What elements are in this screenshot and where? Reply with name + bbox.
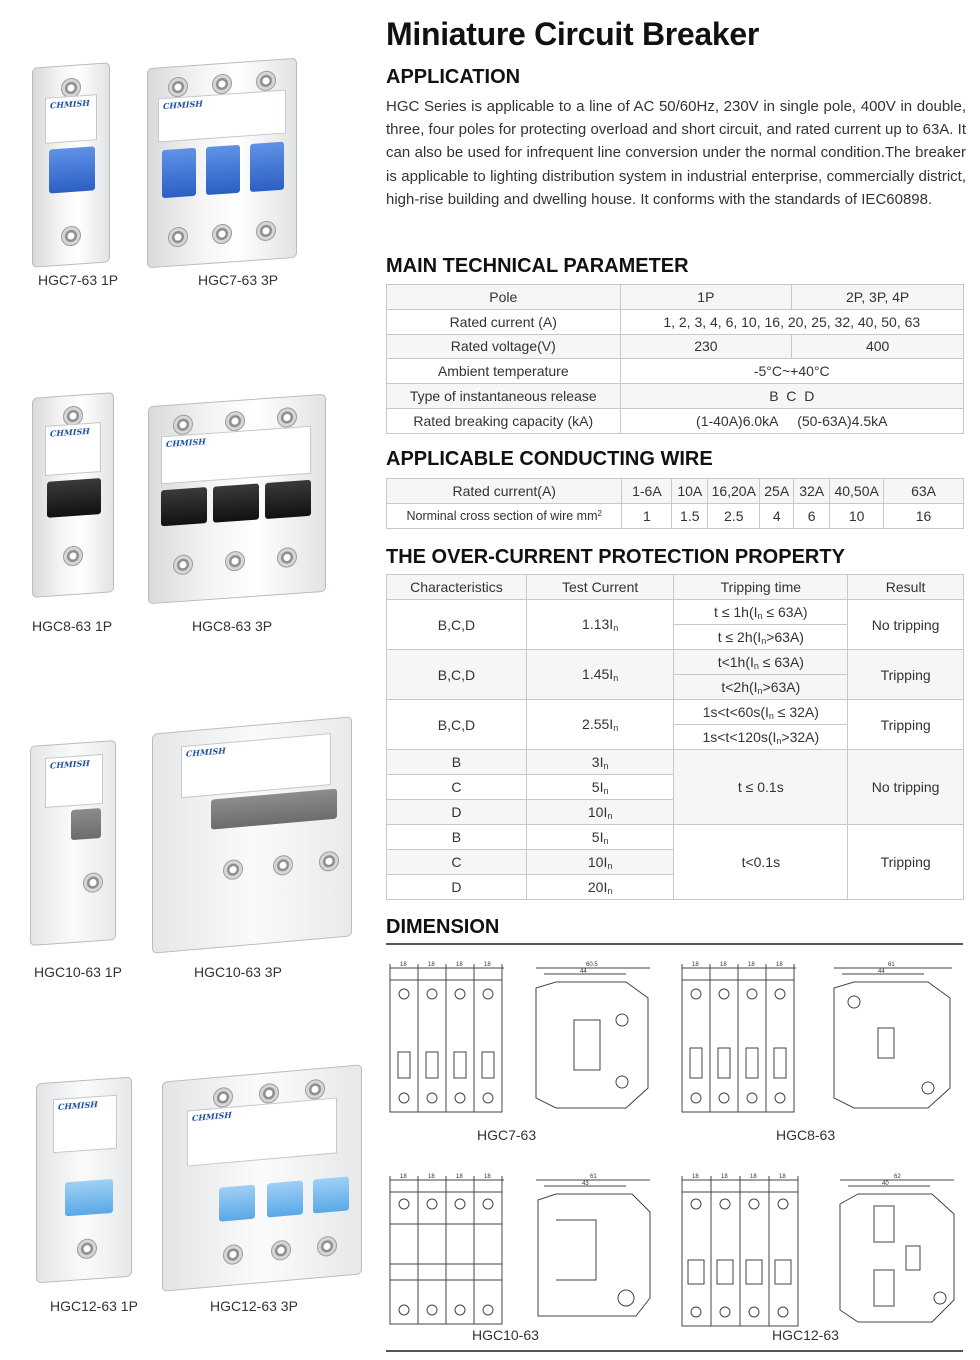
product-hgc10-1p xyxy=(12,735,132,955)
table-row xyxy=(387,825,964,850)
time-text: >63A) xyxy=(766,628,804,645)
table-cell: 230 xyxy=(620,334,792,359)
current-value: 5 xyxy=(591,778,600,795)
dimension-drawing-hgc8 xyxy=(678,958,968,1118)
dim-label: 18 xyxy=(776,962,783,968)
current-value: 20 xyxy=(587,878,604,895)
table-cell: 10A xyxy=(672,479,708,504)
table-cell: B,C,D xyxy=(387,600,527,650)
table-cell: Rated current(A) xyxy=(387,479,622,504)
time-text: ≤ 63A) xyxy=(762,603,808,620)
current-value: 3 xyxy=(591,753,600,770)
superscript: 2 xyxy=(597,509,602,518)
main-parameter-table xyxy=(386,284,964,434)
dim-label: 18 xyxy=(456,962,463,968)
table-cell xyxy=(526,850,674,875)
product-hgc12-1p xyxy=(16,1075,146,1285)
product-label: HGC12-63 1P xyxy=(50,1298,138,1314)
table-cell: 40,50A xyxy=(830,479,884,504)
conducting-wire-table xyxy=(386,478,964,529)
table-cell: D xyxy=(387,875,527,900)
current-value: 1.13 xyxy=(582,616,610,632)
table-cell: 25A xyxy=(760,479,794,504)
table-cell: B xyxy=(387,750,527,775)
unit: I xyxy=(603,853,608,870)
dim-label: 18 xyxy=(720,962,727,968)
unit-sub: n xyxy=(603,760,609,771)
unit: I xyxy=(753,678,758,695)
table-cell: t ≤ 0.1s xyxy=(674,750,848,825)
brand-logo: CHMISH xyxy=(186,745,226,759)
unit-sub: n xyxy=(613,723,619,733)
table-header: Tripping time xyxy=(674,575,848,600)
dim-label: 18 xyxy=(484,1174,491,1180)
table-row xyxy=(387,750,964,775)
brand-logo: CHMISH xyxy=(50,425,90,439)
table-cell: D xyxy=(387,800,527,825)
table-row xyxy=(387,309,964,334)
section-heading-conducting-wire: APPLICABLE CONDUCTING WIRE xyxy=(386,448,713,470)
product-hgc7-1p xyxy=(12,60,122,270)
table-cell: C xyxy=(387,850,527,875)
dimension-drawing-hgc10 xyxy=(386,1170,666,1330)
table-row xyxy=(387,408,964,433)
table-cell: Rated voltage(V) xyxy=(387,334,621,359)
table-cell: 2P, 3P, 4P xyxy=(792,285,964,310)
brand-logo: CHMISH xyxy=(166,436,206,449)
table-cell: 4 xyxy=(760,504,794,529)
section-heading-over-current: THE OVER-CURRENT PROTECTION PROPERTY xyxy=(386,546,845,568)
product-label: HGC8-63 3P xyxy=(192,618,273,634)
table-cell: B,C,D xyxy=(387,700,527,750)
dimension-caption: HGC10-63 xyxy=(472,1327,539,1343)
dim-label: 43 xyxy=(582,1181,589,1187)
table-cell: (1-40A)6.0kA (50-63A)4.5kA xyxy=(620,408,964,433)
current-value: 10 xyxy=(587,803,604,820)
product-hgc12-3p xyxy=(158,1065,368,1290)
table-cell: 16 xyxy=(884,504,964,529)
dim-label: 18 xyxy=(428,962,435,968)
application-text: HGC Series is applicable to a line of AC 50/60Hz, 230V in single pole, 400V in double, three, four poles for protecting overload and short circuit, and rated current up to 63A. It can also be used for infrequent line conversion under the normal condition.The breaker is applicable to lighting distribution system in industrial enterprise, commercially district, high-rise building and dwelling house. It conforms with the standards of IEC60898. xyxy=(386,98,966,208)
table-cell: 1P xyxy=(620,285,792,310)
table-cell xyxy=(674,725,848,750)
table-row xyxy=(387,575,964,600)
time-text: t<1h( xyxy=(717,653,750,670)
unit-sub: n xyxy=(607,860,613,871)
unit-sub: n xyxy=(757,610,763,621)
unit-sub: n xyxy=(613,673,619,683)
dim-label: 18 xyxy=(456,1174,463,1180)
table-cell xyxy=(526,650,674,700)
table-cell xyxy=(526,750,674,775)
unit-sub: n xyxy=(757,685,763,696)
unit-sub: n xyxy=(761,635,767,646)
table-cell xyxy=(674,625,848,650)
unit-sub: n xyxy=(603,785,609,796)
time-text: t ≤ 1h( xyxy=(714,603,754,620)
product-label: HGC10-63 1P xyxy=(34,964,122,980)
dim-label: 60.5 xyxy=(586,962,598,968)
table-row xyxy=(387,600,964,625)
dimension-drawing-hgc7 xyxy=(386,958,666,1118)
dim-label: 18 xyxy=(428,1174,435,1180)
dim-label: 44 xyxy=(878,969,885,975)
dim-label: 62 xyxy=(894,1174,901,1180)
dim-label: 61 xyxy=(888,962,895,968)
time-text: ≤ 63A) xyxy=(758,653,804,670)
table-cell: No tripping xyxy=(848,600,964,650)
table-cell xyxy=(526,600,674,650)
table-cell: 10 xyxy=(830,504,884,529)
unit: I xyxy=(753,603,758,620)
dimension-caption: HGC8-63 xyxy=(776,1127,836,1143)
dim-label: 18 xyxy=(779,1174,786,1180)
product-hgc8-3p xyxy=(142,390,332,610)
wire-label: Norminal cross section of wire mm xyxy=(406,509,598,523)
table-cell xyxy=(526,875,674,900)
product-label: HGC10-63 3P xyxy=(194,964,282,980)
product-label: HGC8-63 1P xyxy=(32,618,113,634)
table-cell xyxy=(674,700,848,725)
current-value: 5 xyxy=(591,828,600,845)
unit-sub: n xyxy=(776,735,782,746)
section-heading-application: APPLICATION xyxy=(386,66,521,88)
time-text: >32A) xyxy=(781,728,820,745)
table-cell: 1-6A xyxy=(622,479,672,504)
dim-label: 61 xyxy=(590,1174,597,1180)
table-row xyxy=(387,359,964,384)
time-text: t ≤ 2h( xyxy=(717,628,758,645)
table-cell: 16,20A xyxy=(708,479,760,504)
table-cell: Tripping xyxy=(848,650,964,700)
dimension-drawing-hgc12 xyxy=(678,1170,968,1330)
dim-label: 18 xyxy=(400,962,407,968)
time-text: >63A) xyxy=(762,678,801,695)
table-cell: No tripping xyxy=(848,750,964,825)
table-cell: Ambient temperature xyxy=(387,359,621,384)
table-cell: -5°C~+40°C xyxy=(620,359,964,384)
table-row xyxy=(387,479,964,504)
table-cell: t<0.1s xyxy=(674,825,848,900)
table-cell: Rated current (A) xyxy=(387,309,621,334)
section-heading-dimension: DIMENSION xyxy=(386,916,500,938)
product-hgc10-3p xyxy=(148,715,358,955)
time-text: 1s<t<60s( xyxy=(702,703,765,720)
table-cell: 6 xyxy=(794,504,830,529)
dim-label: 18 xyxy=(721,1174,728,1180)
table-cell xyxy=(674,675,848,700)
table-cell: B C D xyxy=(620,384,964,409)
over-current-table xyxy=(386,574,964,900)
unit-sub: n xyxy=(613,623,619,633)
unit-sub: n xyxy=(753,660,759,671)
table-header: Test Current xyxy=(526,575,674,600)
brand-logo: CHMISH xyxy=(163,98,203,112)
table-cell: 2.5 xyxy=(708,504,760,529)
unit-sub: n xyxy=(603,835,609,846)
table-header: Result xyxy=(848,575,964,600)
divider xyxy=(386,1350,963,1352)
table-cell xyxy=(387,504,622,529)
dim-label: 18 xyxy=(400,1174,407,1180)
current-value: 1.45 xyxy=(582,666,610,682)
dim-label: 18 xyxy=(750,1174,757,1180)
table-cell xyxy=(526,775,674,800)
unit-sub: n xyxy=(607,810,613,821)
table-cell: 1 xyxy=(622,504,672,529)
unit-sub: n xyxy=(607,885,613,896)
product-label: HGC12-63 3P xyxy=(210,1298,298,1314)
brand-logo: CHMISH xyxy=(50,757,90,771)
table-cell: Tripping xyxy=(848,825,964,900)
unit: I xyxy=(603,803,608,820)
unit: I xyxy=(599,828,604,845)
table-cell: 1, 2, 3, 4, 6, 10, 16, 20, 25, 32, 40, 50, 63 xyxy=(620,309,964,334)
unit-sub: n xyxy=(768,710,774,721)
brand-logo: CHMISH xyxy=(192,1109,232,1124)
dim-label: 18 xyxy=(692,962,699,968)
product-gallery xyxy=(0,0,380,1360)
table-cell xyxy=(526,700,674,750)
dim-label: 18 xyxy=(748,962,755,968)
table-cell: Tripping xyxy=(848,700,964,750)
unit: I xyxy=(757,628,762,645)
table-cell xyxy=(526,825,674,850)
current-value: 2.55 xyxy=(582,716,610,732)
dimension-caption: HGC12-63 xyxy=(772,1327,839,1343)
table-cell: Type of instantaneous release xyxy=(387,384,621,409)
dim-label: 18 xyxy=(692,1174,699,1180)
table-row xyxy=(387,504,964,529)
time-text: t<2h( xyxy=(721,678,754,695)
dim-label: 18 xyxy=(484,962,491,968)
table-cell xyxy=(526,800,674,825)
page-title: Miniature Circuit Breaker xyxy=(386,16,760,52)
product-label: HGC7-63 1P xyxy=(38,272,119,288)
dimension-caption: HGC7-63 xyxy=(477,1127,537,1143)
table-row xyxy=(387,700,964,725)
table-row xyxy=(387,384,964,409)
table-cell: Rated breaking capacity (kA) xyxy=(387,408,621,433)
brand-logo: CHMISH xyxy=(58,1099,98,1112)
current-value: 10 xyxy=(587,853,604,870)
table-cell: 63A xyxy=(884,479,964,504)
table-cell xyxy=(674,600,848,625)
table-row xyxy=(387,650,964,675)
unit: I xyxy=(603,878,608,895)
unit: I xyxy=(609,616,614,632)
table-row xyxy=(387,285,964,310)
unit: I xyxy=(609,666,614,682)
time-text: ≤ 32A) xyxy=(773,703,819,720)
divider xyxy=(386,943,963,945)
unit: I xyxy=(750,653,754,670)
unit: I xyxy=(772,728,777,745)
table-header: Characteristics xyxy=(387,575,527,600)
unit: I xyxy=(599,753,604,770)
table-cell: C xyxy=(387,775,527,800)
table-row xyxy=(387,334,964,359)
product-label: HGC7-63 3P xyxy=(198,272,279,288)
section-heading-main-parameter: MAIN TECHNICAL PARAMETER xyxy=(386,255,689,277)
table-cell: 32A xyxy=(794,479,830,504)
product-hgc7-3p xyxy=(142,55,302,270)
table-cell: B xyxy=(387,825,527,850)
unit: I xyxy=(609,716,614,732)
dim-label: 44 xyxy=(580,969,587,975)
table-cell: Pole xyxy=(387,285,621,310)
unit: I xyxy=(764,703,769,720)
dim-label: 40 xyxy=(882,1181,889,1187)
unit: I xyxy=(599,778,604,795)
table-cell: 1.5 xyxy=(672,504,708,529)
brand-logo: CHMISH xyxy=(50,97,90,111)
table-cell: 400 xyxy=(792,334,964,359)
table-cell: B,C,D xyxy=(387,650,527,700)
product-hgc8-1p xyxy=(12,390,122,610)
table-cell xyxy=(674,650,848,675)
time-text: 1s<t<120s( xyxy=(702,728,773,745)
